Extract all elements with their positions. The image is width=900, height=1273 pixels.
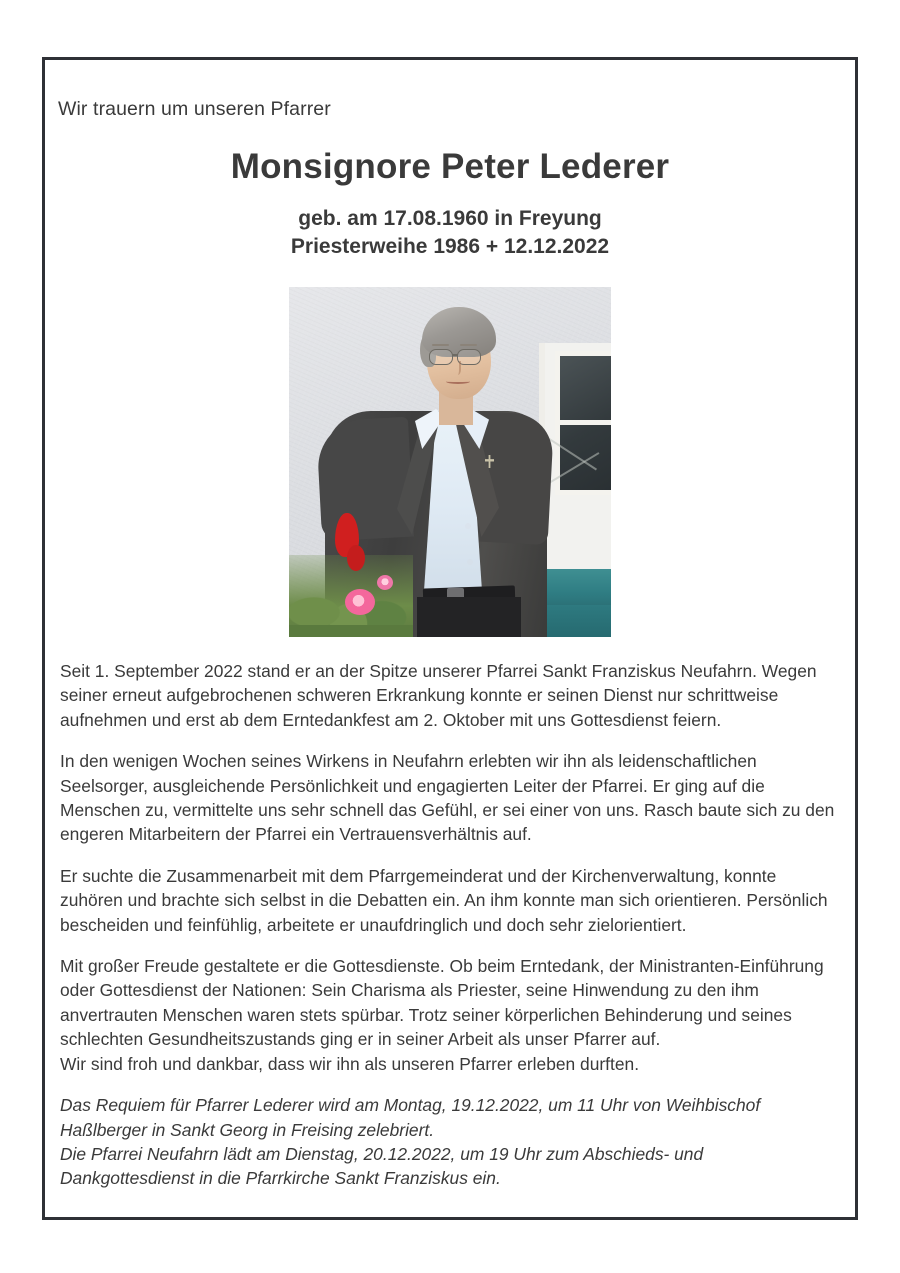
paragraph-5: Wir sind froh und dankbar, dass wir ihn als unseren Pfarrer erleben durften. (60, 1053, 640, 1074)
farewell-service-notice: Die Pfarrei Neufahrn lädt am Dienstag, 20.12.2022, um 19 Uhr zum Abschieds- und Dankgottesdienst in die Pfarrkirche Sankt Franziskus ein. (60, 1143, 704, 1189)
jacket-shoulder-left (316, 417, 414, 542)
paragraph-2: In den wenigen Wochen seines Wirkens in Neufahrn erlebten wir ihn als leidenschaftlichen Seelsorger, ausgleichende Persönlichkeit und engagierten Leiter der Pfarrei. Er ging auf die Menschen zu, vermittelte uns sehr schnell das Gefühl, er sei einer von uns. Rasch baute sich zu den engeren Mitarbeitern der Pfarrei ein Vertrauensverhältnis auf. (60, 751, 835, 845)
mourning-intro-text: Wir trauern um unseren Pfarrer (58, 98, 331, 120)
shirt-button-upper (465, 523, 471, 529)
memorial-card (42, 57, 858, 1220)
eyeglass-bridge (452, 354, 458, 356)
obituary-body (60, 659, 840, 1191)
ordination-and-death-line: Priesterweihe 1986 + 12.12.2022 (290, 235, 610, 258)
life-dates (58, 205, 842, 261)
pink-flower-large (345, 589, 375, 615)
nose (453, 361, 461, 375)
birth-line: geb. am 17.08.1960 in Freyung (298, 207, 602, 230)
deceased-name: Monsignore Peter Lederer (230, 147, 670, 186)
red-flower-cluster (347, 545, 365, 571)
shirt-button-lower (467, 559, 473, 565)
eyeglass-lens-left (429, 349, 453, 365)
paragraph-4: Mit großer Freude gestaltete er die Gottesdienste. Ob beim Erntedank, der Ministranten-Einführung oder Gottesdienst der Nationen: Sein Charisma als Priester, seine Hinwendung zu den ihm anvertrauten Menschen waren stets spürbar. Trotz seiner körperlichen Behinderung und seines schlechten Gesundheitszustands ging er in seiner Arbeit als unser Pfarrer auf. (60, 956, 824, 1050)
mouth (446, 379, 470, 384)
trousers (417, 597, 521, 637)
paragraph-3: Er suchte die Zusammenarbeit mit dem Pfarrgemeinderat und der Kirchenverwaltung, konnte zuhören und brachte sich selbst in die Debatten ein. An ihm konnte man sich orientieren. Persönlich bescheiden und feinfühlig, arbeitete er unaufdringlich und doch sehr zielorientiert. (60, 865, 828, 935)
pink-flower-small (377, 575, 393, 590)
paragraph-1: Seit 1. September 2022 stand er an der Spitze unserer Pfarrei Sankt Franziskus Neufahrn. Wegen seiner erneut aufgebrochenen schweren Erkrankung konnte er seinen Dienst nur schrittweise aufnehmen und erst ab dem Erntedankfest am 2. Oktober mit uns Gottesdienst feiern. (60, 661, 817, 730)
requiem-notice: Das Requiem für Pfarrer Lederer wird am Montag, 19.12.2022, um 11 Uhr von Weihbischof Haßlberger in Sankt Georg in Freising zelebriert. (60, 1095, 761, 1140)
flowerbed-base (289, 625, 413, 637)
card-inner (58, 70, 842, 1209)
window-mullion (555, 420, 611, 425)
portrait-photo (289, 287, 611, 637)
